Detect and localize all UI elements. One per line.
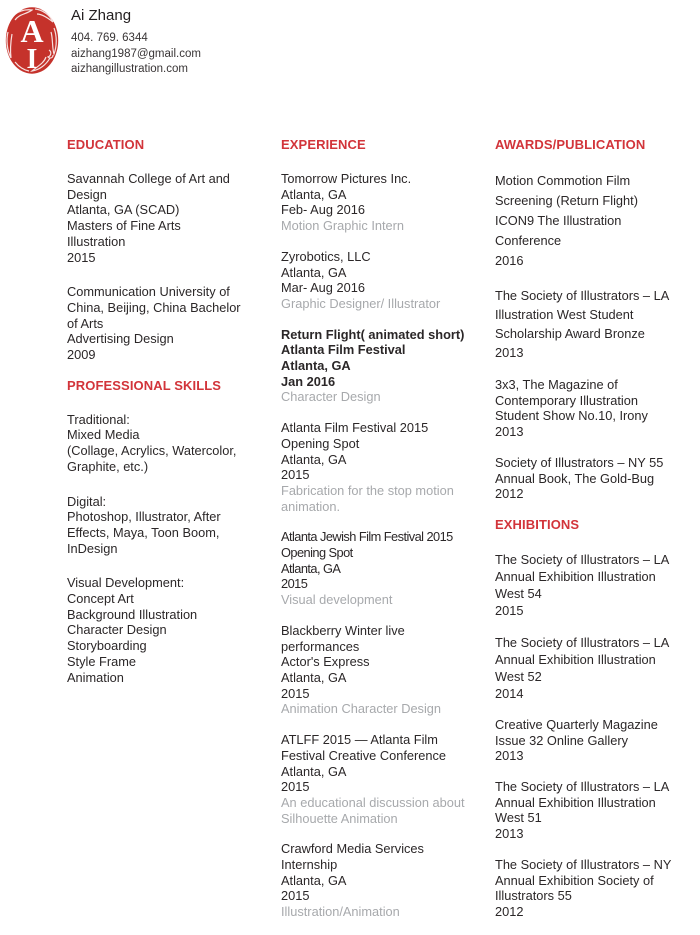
entry-line: InDesign (67, 540, 118, 556)
entry-line: 2015 (67, 249, 96, 265)
entry-line: Atlanta Film Festival (281, 342, 406, 358)
section-education (67, 137, 281, 363)
entry-line: 2013 (495, 345, 524, 360)
entry-line: Society of Illustrators – NY 55 (495, 454, 664, 470)
entry-line: ICON9 The Illustration (495, 213, 622, 228)
website-url: aizhangillustration.com (71, 63, 188, 76)
entry-line: The Society of Illustrators – LA (495, 779, 670, 795)
entry-line: Screening (Return Flight) (495, 193, 638, 208)
entry-line: 2013 (495, 748, 524, 764)
entry-line: animation. (281, 498, 341, 514)
entry-line: 2014 (495, 685, 524, 701)
entry-line: Jan 2016 (281, 373, 336, 389)
entry-line: Opening Spot (281, 545, 353, 561)
entry-line: Digital: (67, 493, 107, 509)
entry-line: Internship (281, 857, 338, 873)
column-experience (281, 137, 495, 935)
seal-letter-i: I (26, 44, 38, 74)
entry-line: Motion Commotion Film (495, 173, 631, 188)
entry-line: 2015 (281, 467, 310, 483)
entry-line: Animation Character Design (281, 701, 442, 717)
section-heading-experience: EXPERIENCE (281, 137, 366, 152)
resume-entry (281, 732, 495, 826)
resume-entry (281, 249, 495, 312)
entry-line: Character Design (67, 622, 167, 638)
entry-line: (Collage, Acrylics, Watercolor, (67, 443, 237, 459)
entry-line: Illustration West Student (495, 307, 634, 322)
entry-line: The Society of Illustrators – LA (495, 634, 670, 650)
entry-line: Annual Exhibition Illustration (495, 568, 656, 584)
entry-line: Actor's Express (281, 654, 370, 670)
resume-entry (281, 171, 495, 234)
resume-entry (281, 420, 495, 514)
resume-entry (67, 284, 281, 363)
entry-line: performances (281, 638, 360, 654)
phone-number: 404. 769. 6344 (71, 32, 148, 44)
entry-line: Photoshop, Illustrator, After (67, 509, 221, 525)
entry-line: Communication University of (67, 284, 230, 300)
entry-line: Advertising Design (67, 331, 174, 347)
entry-line: Annual Exhibition Illustration (495, 651, 656, 667)
section-heading-professional-skills: PROFESSIONAL SKILLS (67, 377, 222, 393)
entry-line: 3x3, The Magazine of (495, 377, 618, 392)
entry-line: Annual Exhibition Illustration (495, 794, 656, 810)
resume-entry (495, 286, 700, 362)
resume-entry (281, 327, 495, 406)
entry-line: Illustration/Animation (281, 904, 400, 920)
entry-line: Conference (495, 233, 562, 248)
resume-columns (67, 137, 700, 935)
entry-line: Character Design (281, 389, 381, 405)
entry-line: Silhouette Animation (281, 810, 398, 826)
resume-entry (495, 551, 700, 619)
entry-line: The Society of Illustrators – LA (495, 288, 670, 303)
section-professional-skills (67, 378, 281, 686)
section-exhibitions (495, 517, 700, 920)
entry-line: Atlanta, GA (281, 872, 347, 888)
entry-line: An educational discussion about (281, 794, 465, 810)
entry-line: Contemporary Illustration (495, 392, 638, 408)
entry-line: Tomorrow Pictures Inc. (281, 171, 412, 186)
entry-line: Graphite, etc.) (67, 458, 149, 474)
entry-line: West 51 (495, 810, 542, 826)
entry-line: Creative Quarterly Magazine (495, 716, 658, 732)
entry-line: Atlanta Film Festival 2015 (281, 420, 429, 436)
entry-line: Atlanta, GA (SCAD) (67, 202, 180, 218)
entry-line: Illustrators 55 (495, 888, 572, 904)
header-text (71, 6, 201, 78)
entry-line: Atlanta, GA (281, 186, 347, 202)
entry-line: Opening Spot (281, 435, 360, 451)
entry-line: Masters of Fine Arts (67, 218, 181, 234)
entry-line: Savannah College of Art and (67, 171, 230, 186)
entry-line: Design (67, 186, 107, 202)
entry-line: Scholarship Award Bronze (495, 326, 645, 341)
resume-entry (67, 171, 281, 265)
entry-line: Atlanta, GA (281, 560, 341, 576)
entry-line: 2009 (67, 347, 96, 363)
entry-line: Atlanta, GA (281, 763, 347, 779)
entry-line: 2012 (495, 903, 524, 919)
entry-line: Atlanta, GA (281, 669, 347, 685)
entry-line: 2015 (281, 576, 308, 592)
section-experience (281, 137, 495, 920)
resume-entry (495, 171, 700, 271)
entry-line: West 54 (495, 585, 542, 601)
resume-entry (495, 857, 700, 920)
entry-line: Fabrication for the stop motion (281, 482, 454, 498)
entry-line: Return Flight( animated short) (281, 326, 465, 342)
entry-line: Concept Art (67, 591, 134, 607)
entry-line: Traditional: (67, 411, 130, 427)
resume-entry (67, 494, 281, 557)
entry-line: Crawford Media Services (281, 841, 424, 857)
entry-line: Visual Development: (67, 575, 185, 591)
entry-line: Annual Book, The Gold-Bug (495, 470, 655, 486)
column-education-skills (67, 137, 281, 700)
entry-line: Motion Graphic Intern (281, 218, 405, 234)
entry-line: Feb- Aug 2016 (281, 202, 365, 218)
resume-entry (495, 377, 700, 440)
entry-line: 2015 (281, 888, 310, 904)
entry-line: Atlanta Jewish Film Festival 2015 (281, 529, 453, 545)
resume-entry (495, 717, 700, 764)
person-name: Ai Zhang (71, 7, 132, 24)
entry-line: Storyboarding (67, 638, 147, 654)
entry-line: Mar- Aug 2016 (281, 280, 365, 296)
resume-entry (495, 634, 700, 702)
entry-line: 2015 (495, 602, 524, 618)
entry-line: 2012 (495, 486, 524, 502)
header (5, 6, 201, 78)
resume-entry (281, 841, 495, 920)
entry-line: Zyrobotics, LLC (281, 248, 371, 264)
entry-line: Atlanta, GA (281, 358, 351, 374)
resume-entry (281, 529, 495, 608)
entry-line: West 52 (495, 668, 542, 684)
entry-line: of Arts (67, 315, 104, 331)
entry-line: ATLFF 2015 — Atlanta Film (281, 732, 438, 748)
section-heading-education: EDUCATION (67, 137, 145, 152)
entry-line: Animation (67, 669, 124, 685)
entry-line: Atlanta, GA (281, 264, 347, 280)
entry-line: Student Show No.10, Irony (495, 408, 648, 424)
entry-line: Graphic Designer/ Illustrator (281, 295, 441, 311)
entry-line: China, Beijing, China Bachelor (67, 299, 241, 315)
seal-logo (5, 6, 59, 74)
section-heading-awards-publication: AWARDS/PUBLICATION (495, 137, 646, 152)
section-heading-exhibitions: EXHIBITIONS (495, 516, 580, 532)
entry-line: 2015 (281, 685, 310, 701)
section-awards-publication (495, 137, 700, 502)
entry-line: Illustration (67, 233, 126, 249)
resume-entry (495, 779, 700, 842)
entry-line: Effects, Maya, Toon Boom, (67, 524, 220, 540)
entry-line: Annual Exhibition Society of (495, 872, 654, 888)
entry-line: Issue 32 Online Gallery (495, 732, 629, 748)
entry-line: 2013 (495, 424, 524, 440)
entry-line: Style Frame (67, 653, 136, 669)
entry-line: Mixed Media (67, 427, 140, 443)
entry-line: The Society of Illustrators – NY (495, 856, 672, 872)
entry-line: Atlanta, GA (281, 451, 347, 467)
entry-line: Festival Creative Conference (281, 747, 447, 763)
resume-entry (495, 455, 700, 502)
entry-line: 2013 (495, 826, 524, 842)
entry-line: 2016 (495, 253, 524, 268)
entry-line: Visual development (281, 592, 393, 608)
entry-line: 2015 (281, 779, 310, 795)
email-address: aizhang1987@gmail.com (71, 47, 201, 60)
entry-line: Background Illustration (67, 606, 198, 622)
resume-entry (281, 623, 495, 717)
entry-line: Blackberry Winter live (281, 622, 405, 638)
column-awards-exhibitions (495, 137, 700, 935)
entry-line: The Society of Illustrators – LA (495, 551, 670, 567)
seal-letter-a: A (20, 13, 44, 49)
contact-block (71, 31, 201, 78)
resume-entry (67, 412, 281, 475)
resume-entry (67, 575, 281, 685)
